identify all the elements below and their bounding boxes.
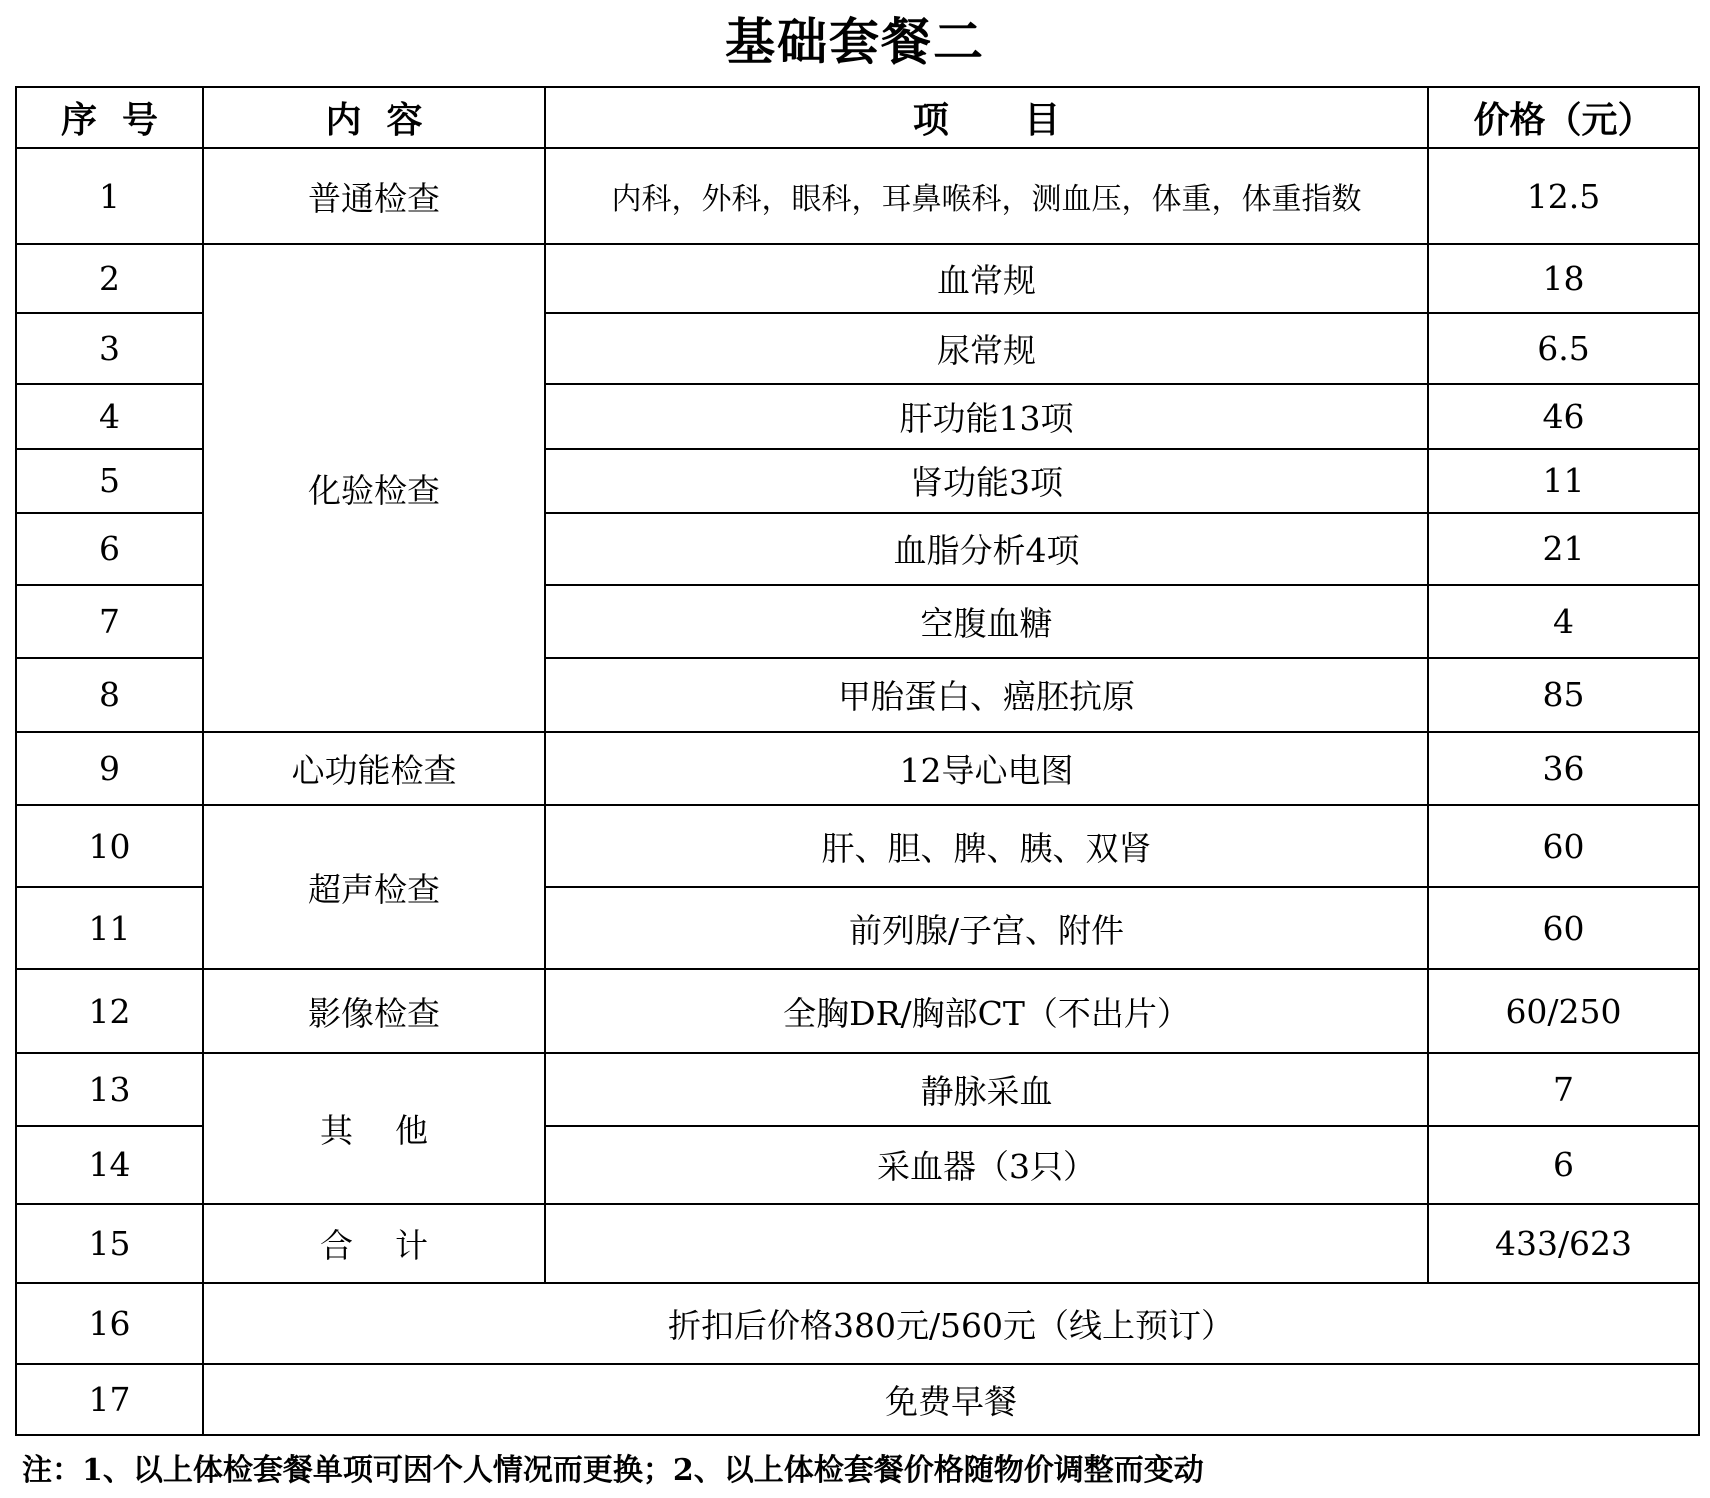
row-item: 内科，外科，眼科，耳鼻喉科，测血压，体重，体重指数 bbox=[545, 148, 1428, 244]
row-no: 17 bbox=[16, 1364, 203, 1435]
row-item: 前列腺/子宫、附件 bbox=[545, 887, 1428, 969]
row-item: 12导心电图 bbox=[545, 732, 1428, 805]
row-price: 4 bbox=[1428, 585, 1699, 658]
table-row-total bbox=[16, 1204, 1699, 1283]
row-price: 6.5 bbox=[1428, 313, 1699, 384]
header-content: 内 容 bbox=[203, 87, 545, 148]
table-row bbox=[16, 805, 1699, 887]
row-no: 3 bbox=[16, 313, 203, 384]
table-row-breakfast bbox=[16, 1364, 1699, 1435]
row-item: 尿常规 bbox=[545, 313, 1428, 384]
row-price: 60/250 bbox=[1428, 969, 1699, 1053]
group-general: 普通检查 bbox=[203, 148, 545, 244]
table-row bbox=[16, 244, 1699, 313]
row-no: 14 bbox=[16, 1126, 203, 1203]
row-no: 6 bbox=[16, 513, 203, 585]
row-item: 肝、胆、脾、胰、双肾 bbox=[545, 805, 1428, 887]
group-imaging: 影像检查 bbox=[203, 969, 545, 1053]
header-item: 项 目 bbox=[545, 87, 1428, 148]
row-price: 7 bbox=[1428, 1053, 1699, 1126]
row-item bbox=[545, 1204, 1428, 1283]
group-lab: 化验检查 bbox=[203, 244, 545, 732]
row-item: 血脂分析4项 bbox=[545, 513, 1428, 585]
row-no: 7 bbox=[16, 585, 203, 658]
row-price: 60 bbox=[1428, 887, 1699, 969]
row-no: 15 bbox=[16, 1204, 203, 1283]
group-total: 合 计 bbox=[203, 1204, 545, 1283]
group-ultrasound: 超声检查 bbox=[203, 805, 545, 969]
row-price: 12.5 bbox=[1428, 148, 1699, 244]
footnote: 注：1、以上体检套餐单项可因个人情况而更换；2、以上体检套餐价格随物价调整而变动 bbox=[22, 1453, 1204, 1488]
table-row-discount bbox=[16, 1283, 1699, 1364]
row-item: 采血器（3只） bbox=[545, 1126, 1428, 1203]
row-no: 2 bbox=[16, 244, 203, 313]
group-cardiac: 心功能检查 bbox=[203, 732, 545, 805]
row-price: 85 bbox=[1428, 658, 1699, 732]
table-row bbox=[16, 148, 1699, 244]
row-price: 21 bbox=[1428, 513, 1699, 585]
row-item: 甲胎蛋白、癌胚抗原 bbox=[545, 658, 1428, 732]
table-row bbox=[16, 1053, 1699, 1126]
discount-text: 折扣后价格380元/560元（线上预订） bbox=[203, 1283, 1699, 1364]
row-no: 9 bbox=[16, 732, 203, 805]
row-item: 肝功能13项 bbox=[545, 384, 1428, 448]
row-price: 11 bbox=[1428, 449, 1699, 513]
table-header-row bbox=[16, 87, 1699, 148]
header-price: 价格（元） bbox=[1428, 87, 1699, 148]
group-other: 其 他 bbox=[203, 1053, 545, 1203]
row-item: 全胸DR/胸部CT（不出片） bbox=[545, 969, 1428, 1053]
row-no: 8 bbox=[16, 658, 203, 732]
row-item: 静脉采血 bbox=[545, 1053, 1428, 1126]
row-price: 18 bbox=[1428, 244, 1699, 313]
row-price: 433/623 bbox=[1428, 1204, 1699, 1283]
package-table bbox=[15, 86, 1700, 1436]
row-item: 空腹血糖 bbox=[545, 585, 1428, 658]
row-no: 16 bbox=[16, 1283, 203, 1364]
row-no: 11 bbox=[16, 887, 203, 969]
row-no: 4 bbox=[16, 384, 203, 448]
page-title: 基础套餐二 bbox=[725, 12, 985, 71]
table-row bbox=[16, 732, 1699, 805]
row-item: 血常规 bbox=[545, 244, 1428, 313]
row-price: 6 bbox=[1428, 1126, 1699, 1203]
row-no: 10 bbox=[16, 805, 203, 887]
row-no: 5 bbox=[16, 449, 203, 513]
header-no: 序 号 bbox=[16, 87, 203, 148]
row-price: 60 bbox=[1428, 805, 1699, 887]
row-no: 13 bbox=[16, 1053, 203, 1126]
row-price: 36 bbox=[1428, 732, 1699, 805]
row-price: 46 bbox=[1428, 384, 1699, 448]
breakfast-text: 免费早餐 bbox=[203, 1364, 1699, 1435]
row-no: 1 bbox=[16, 148, 203, 244]
row-item: 肾功能3项 bbox=[545, 449, 1428, 513]
table-row bbox=[16, 969, 1699, 1053]
row-no: 12 bbox=[16, 969, 203, 1053]
